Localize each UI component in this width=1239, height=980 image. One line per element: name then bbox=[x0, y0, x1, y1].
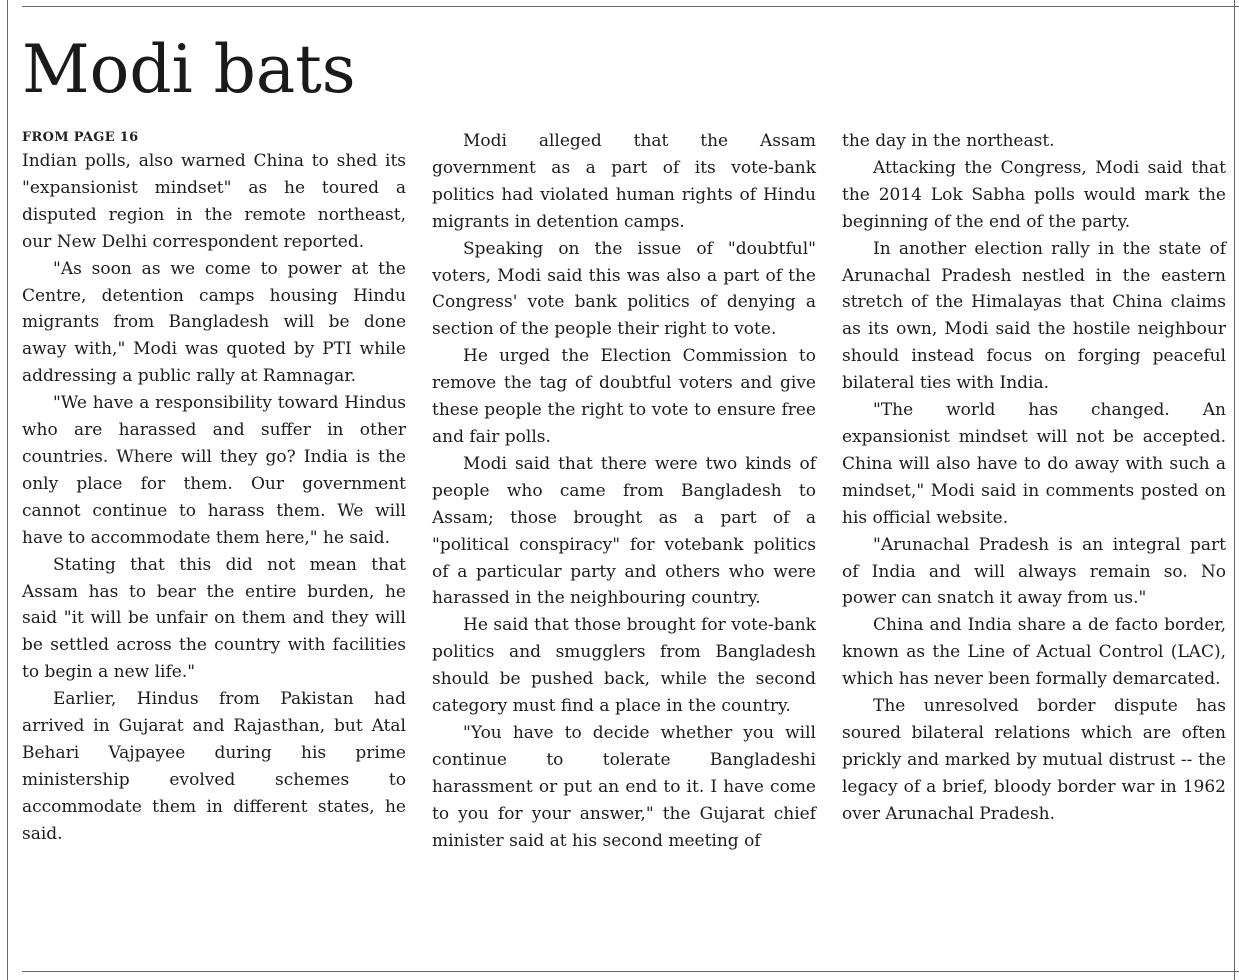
paragraph: "As soon as we come to power at the Centre, detention camps housing Hindu migrants from Bangladesh will be done away with," Modi was quoted by PTI while addressing a public rally at Ramnagar. bbox=[22, 258, 406, 387]
bottom-rule bbox=[22, 971, 1239, 972]
paragraph: "Arunachal Pradesh is an integral part of India and will always remain so. No power can snatch it away from us." bbox=[842, 534, 1226, 609]
right-rule bbox=[1234, 0, 1235, 980]
paragraph: He said that those brought for vote-bank politics and smugglers from Bangladesh should be pushed back, while the second category must find a place in the country. bbox=[432, 615, 816, 717]
paragraph: Indian polls, also warned China to shed its "expansionist mindset" as he toured a disputed region in the remote northeast, our New Delhi correspondent reported. bbox=[22, 151, 406, 252]
paragraph: "You have to decide whether you will continue to tolerate Bangladeshi harassment or put an end to it. I have come to you for your answer," the Gujarat chief minister said at his second meeting of bbox=[432, 722, 816, 851]
paragraph: Attacking the Congress, Modi said that the 2014 Lok Sabha polls would mark the beginning of the end of the party. bbox=[842, 157, 1226, 232]
paragraph: The unresolved border dispute has soured bilateral relations which are often prickly and marked by mutual distrust -- the legacy of a brief, bloody border war in 1962 over Arunachal Pradesh. bbox=[842, 696, 1226, 824]
column-1 bbox=[22, 128, 406, 848]
column-2 bbox=[432, 128, 816, 854]
paragraph: Modi alleged that the Assam government as a part of its vote-bank politics had violated human rights of Hindu migrants in detention camps. bbox=[432, 131, 816, 232]
paragraph: China and India share a de facto border, known as the Line of Actual Control (LAC), which has never been formally demarcated. bbox=[842, 615, 1226, 690]
article-headline: Modi bats bbox=[22, 31, 356, 108]
paragraph: "The world has changed. An expansionist mindset will not be accepted. China will also have to do away with such a mindset," Modi said in comments posted on his official website. bbox=[842, 400, 1226, 528]
top-rule bbox=[22, 6, 1239, 7]
paragraph: "We have a responsibility toward Hindus who are harassed and suffer in other countries. Where will they go? India is the only place for them. Our government cannot continue to harass them. We will have to accommodate them here," he said. bbox=[22, 393, 406, 548]
paragraph: In another election rally in the state of Arunachal Pradesh nestled in the eastern stretch of the Himalayas that China claims as its own, Modi said the hostile neighbour should instead focus on forging peaceful bilateral ties with India. bbox=[842, 238, 1226, 394]
paragraph: Stating that this did not mean that Assam has to bear the entire burden, he said "it will be unfair on them and they will be settled across the country with facilities to begin a new life." bbox=[22, 554, 406, 683]
paragraph: He urged the Election Commission to remove the tag of doubtful voters and give these people the right to vote to ensure free and fair polls. bbox=[432, 346, 816, 447]
paragraph: Earlier, Hindus from Pakistan had arrived in Gujarat and Rajasthan, but Atal Behari Vajpayee during his prime ministership evolved schemes to accommodate them in different states, he said. bbox=[22, 689, 406, 844]
paragraph: the day in the northeast. bbox=[842, 131, 1055, 151]
column-3 bbox=[842, 128, 1226, 828]
paragraph: Speaking on the issue of "doubtful" voters, Modi said this was also a part of the Congress' vote bank politics of denying a section of the people their right to vote. bbox=[432, 238, 816, 340]
left-rule bbox=[7, 0, 8, 980]
jump-line: FROM PAGE 16 bbox=[22, 130, 139, 145]
paragraph: Modi said that there were two kinds of people who came from Bangladesh to Assam; those brought as a part of a "political conspiracy" for votebank politics of a particular party and others who were harassed in the neighbouring country. bbox=[432, 453, 816, 609]
